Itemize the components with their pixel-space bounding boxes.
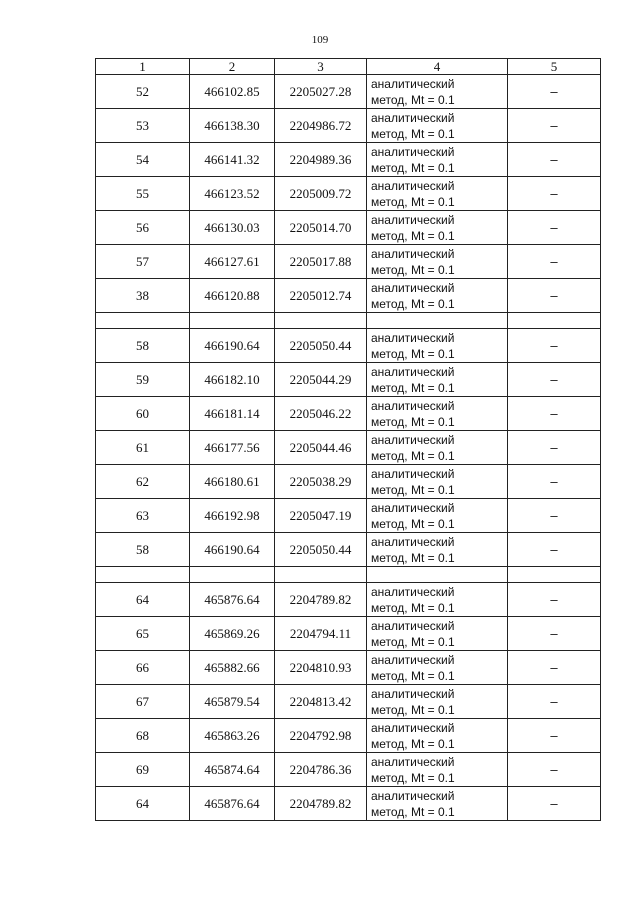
method-cell bbox=[367, 533, 508, 567]
note-cell: – bbox=[508, 363, 601, 397]
method-line-1: аналитический bbox=[371, 466, 455, 481]
point-number-cell: 56 bbox=[96, 211, 190, 245]
y-coordinate-cell: 2204989.36 bbox=[275, 143, 367, 177]
x-coordinate-cell: 465874.64 bbox=[190, 753, 275, 787]
note-cell: – bbox=[508, 617, 601, 651]
y-coordinate-cell: 2205014.70 bbox=[275, 211, 367, 245]
method-line-1: аналитический bbox=[371, 720, 455, 735]
method-line-2: метод, Mt = 0.1 bbox=[371, 160, 455, 175]
method-cell bbox=[367, 499, 508, 533]
point-number-cell: 52 bbox=[96, 75, 190, 109]
method-line-1: аналитический bbox=[371, 584, 455, 599]
y-coordinate-cell: 2205027.28 bbox=[275, 75, 367, 109]
point-number-cell: 54 bbox=[96, 143, 190, 177]
table-row bbox=[96, 245, 601, 279]
point-number-cell: 68 bbox=[96, 719, 190, 753]
method-line-1: аналитический bbox=[371, 652, 455, 667]
column-header: 3 bbox=[275, 59, 367, 75]
point-number-cell: 55 bbox=[96, 177, 190, 211]
page-number: 109 bbox=[311, 34, 329, 46]
table-row bbox=[96, 617, 601, 651]
method-line-2: метод, Mt = 0.1 bbox=[371, 414, 455, 429]
method-line-1: аналитический bbox=[371, 500, 455, 515]
table-row bbox=[96, 75, 601, 109]
x-coordinate-cell: 466120.88 bbox=[190, 279, 275, 313]
point-number-cell: 53 bbox=[96, 109, 190, 143]
method-cell bbox=[367, 245, 508, 279]
method-cell bbox=[367, 651, 508, 685]
method-cell bbox=[367, 329, 508, 363]
note-cell: – bbox=[508, 245, 601, 279]
method-line-2: метод, Mt = 0.1 bbox=[371, 262, 455, 277]
x-coordinate-cell: 466192.98 bbox=[190, 499, 275, 533]
y-coordinate-cell: 2204986.72 bbox=[275, 109, 367, 143]
x-coordinate-cell: 466102.85 bbox=[190, 75, 275, 109]
table-row bbox=[96, 753, 601, 787]
note-cell: – bbox=[508, 143, 601, 177]
method-line-2: метод, Mt = 0.1 bbox=[371, 296, 455, 311]
y-coordinate-cell: 2205046.22 bbox=[275, 397, 367, 431]
table-row bbox=[96, 211, 601, 245]
empty-cell bbox=[275, 313, 367, 329]
note-cell: – bbox=[508, 583, 601, 617]
method-line-1: аналитический bbox=[371, 398, 455, 413]
method-cell bbox=[367, 465, 508, 499]
x-coordinate-cell: 466123.52 bbox=[190, 177, 275, 211]
x-coordinate-cell: 465879.54 bbox=[190, 685, 275, 719]
point-number-cell: 65 bbox=[96, 617, 190, 651]
method-line-2: метод, Mt = 0.1 bbox=[371, 702, 455, 717]
note-cell: – bbox=[508, 753, 601, 787]
method-line-2: метод, Mt = 0.1 bbox=[371, 634, 455, 649]
point-number-cell: 66 bbox=[96, 651, 190, 685]
method-line-2: метод, Mt = 0.1 bbox=[371, 550, 455, 565]
y-coordinate-cell: 2204792.98 bbox=[275, 719, 367, 753]
table-row bbox=[96, 109, 601, 143]
note-cell: – bbox=[508, 499, 601, 533]
point-number-cell: 62 bbox=[96, 465, 190, 499]
empty-cell bbox=[275, 567, 367, 583]
method-line-1: аналитический bbox=[371, 686, 455, 701]
x-coordinate-cell: 466180.61 bbox=[190, 465, 275, 499]
x-coordinate-cell: 466190.64 bbox=[190, 533, 275, 567]
method-line-1: аналитический bbox=[371, 432, 455, 447]
column-header: 2 bbox=[190, 59, 275, 75]
y-coordinate-cell: 2204789.82 bbox=[275, 787, 367, 821]
method-line-2: метод, Mt = 0.1 bbox=[371, 92, 455, 107]
method-line-2: метод, Mt = 0.1 bbox=[371, 380, 455, 395]
method-cell bbox=[367, 143, 508, 177]
table-row bbox=[96, 651, 601, 685]
method-cell bbox=[367, 719, 508, 753]
method-line-2: метод, Mt = 0.1 bbox=[371, 482, 455, 497]
note-cell: – bbox=[508, 651, 601, 685]
y-coordinate-cell: 2205038.29 bbox=[275, 465, 367, 499]
x-coordinate-cell: 466141.32 bbox=[190, 143, 275, 177]
empty-cell bbox=[96, 567, 190, 583]
method-cell bbox=[367, 211, 508, 245]
method-line-1: аналитический bbox=[371, 754, 455, 769]
method-cell bbox=[367, 177, 508, 211]
method-cell bbox=[367, 397, 508, 431]
table-row bbox=[96, 499, 601, 533]
y-coordinate-cell: 2204786.36 bbox=[275, 753, 367, 787]
x-coordinate-cell: 465882.66 bbox=[190, 651, 275, 685]
method-cell bbox=[367, 685, 508, 719]
point-number-cell: 60 bbox=[96, 397, 190, 431]
method-line-1: аналитический bbox=[371, 364, 455, 379]
method-line-2: метод, Mt = 0.1 bbox=[371, 194, 455, 209]
point-number-cell: 58 bbox=[96, 329, 190, 363]
empty-cell bbox=[96, 313, 190, 329]
y-coordinate-cell: 2204789.82 bbox=[275, 583, 367, 617]
table-row bbox=[96, 465, 601, 499]
column-header: 1 bbox=[96, 59, 190, 75]
method-line-2: метод, Mt = 0.1 bbox=[371, 448, 455, 463]
y-coordinate-cell: 2205009.72 bbox=[275, 177, 367, 211]
column-header: 5 bbox=[508, 59, 601, 75]
point-number-cell: 64 bbox=[96, 583, 190, 617]
table-row bbox=[96, 177, 601, 211]
method-line-2: метод, Mt = 0.1 bbox=[371, 804, 455, 819]
table-row bbox=[96, 685, 601, 719]
x-coordinate-cell: 465863.26 bbox=[190, 719, 275, 753]
table-row bbox=[96, 431, 601, 465]
y-coordinate-cell: 2205044.29 bbox=[275, 363, 367, 397]
point-number-cell: 59 bbox=[96, 363, 190, 397]
table-row bbox=[96, 279, 601, 313]
x-coordinate-cell: 466190.64 bbox=[190, 329, 275, 363]
method-cell bbox=[367, 363, 508, 397]
method-line-1: аналитический bbox=[371, 534, 455, 549]
note-cell: – bbox=[508, 465, 601, 499]
x-coordinate-cell: 466181.14 bbox=[190, 397, 275, 431]
method-line-2: метод, Mt = 0.1 bbox=[371, 770, 455, 785]
note-cell: – bbox=[508, 329, 601, 363]
method-line-1: аналитический bbox=[371, 212, 455, 227]
method-line-2: метод, Mt = 0.1 bbox=[371, 736, 455, 751]
y-coordinate-cell: 2205050.44 bbox=[275, 533, 367, 567]
note-cell: – bbox=[508, 279, 601, 313]
method-line-2: метод, Mt = 0.1 bbox=[371, 346, 455, 361]
x-coordinate-cell: 466130.03 bbox=[190, 211, 275, 245]
y-coordinate-cell: 2205017.88 bbox=[275, 245, 367, 279]
note-cell: – bbox=[508, 397, 601, 431]
method-line-1: аналитический bbox=[371, 76, 455, 91]
note-cell: – bbox=[508, 787, 601, 821]
note-cell: – bbox=[508, 75, 601, 109]
coordinates-table bbox=[95, 58, 601, 821]
empty-cell bbox=[508, 567, 601, 583]
method-cell bbox=[367, 753, 508, 787]
separator-row bbox=[96, 567, 601, 583]
table-row bbox=[96, 533, 601, 567]
y-coordinate-cell: 2205044.46 bbox=[275, 431, 367, 465]
x-coordinate-cell: 465876.64 bbox=[190, 787, 275, 821]
method-line-1: аналитический bbox=[371, 246, 455, 261]
point-number-cell: 38 bbox=[96, 279, 190, 313]
table-header-row bbox=[96, 59, 601, 75]
point-number-cell: 67 bbox=[96, 685, 190, 719]
point-number-cell: 57 bbox=[96, 245, 190, 279]
note-cell: – bbox=[508, 685, 601, 719]
method-line-1: аналитический bbox=[371, 110, 455, 125]
method-line-2: метод, Mt = 0.1 bbox=[371, 126, 455, 141]
note-cell: – bbox=[508, 533, 601, 567]
point-number-cell: 64 bbox=[96, 787, 190, 821]
method-cell bbox=[367, 617, 508, 651]
table-row bbox=[96, 787, 601, 821]
method-line-1: аналитический bbox=[371, 788, 455, 803]
method-line-1: аналитический bbox=[371, 330, 455, 345]
y-coordinate-cell: 2204794.11 bbox=[275, 617, 367, 651]
empty-cell bbox=[367, 567, 508, 583]
note-cell: – bbox=[508, 211, 601, 245]
y-coordinate-cell: 2204810.93 bbox=[275, 651, 367, 685]
method-line-1: аналитический bbox=[371, 618, 455, 633]
note-cell: – bbox=[508, 431, 601, 465]
x-coordinate-cell: 465876.64 bbox=[190, 583, 275, 617]
note-cell: – bbox=[508, 177, 601, 211]
x-coordinate-cell: 466182.10 bbox=[190, 363, 275, 397]
method-line-2: метод, Mt = 0.1 bbox=[371, 600, 455, 615]
method-line-1: аналитический bbox=[371, 280, 455, 295]
method-cell bbox=[367, 109, 508, 143]
table-row bbox=[96, 719, 601, 753]
method-line-1: аналитический bbox=[371, 178, 455, 193]
method-cell bbox=[367, 75, 508, 109]
point-number-cell: 58 bbox=[96, 533, 190, 567]
empty-cell bbox=[508, 313, 601, 329]
separator-row bbox=[96, 313, 601, 329]
empty-cell bbox=[367, 313, 508, 329]
method-line-2: метод, Mt = 0.1 bbox=[371, 668, 455, 683]
method-line-1: аналитический bbox=[371, 144, 455, 159]
column-header: 4 bbox=[367, 59, 508, 75]
note-cell: – bbox=[508, 719, 601, 753]
y-coordinate-cell: 2204813.42 bbox=[275, 685, 367, 719]
method-line-2: метод, Mt = 0.1 bbox=[371, 228, 455, 243]
point-number-cell: 63 bbox=[96, 499, 190, 533]
y-coordinate-cell: 2205050.44 bbox=[275, 329, 367, 363]
table-row bbox=[96, 143, 601, 177]
method-cell bbox=[367, 583, 508, 617]
y-coordinate-cell: 2205047.19 bbox=[275, 499, 367, 533]
point-number-cell: 69 bbox=[96, 753, 190, 787]
x-coordinate-cell: 466127.61 bbox=[190, 245, 275, 279]
table-row bbox=[96, 397, 601, 431]
x-coordinate-cell: 466138.30 bbox=[190, 109, 275, 143]
method-cell bbox=[367, 431, 508, 465]
method-cell bbox=[367, 787, 508, 821]
table-row bbox=[96, 329, 601, 363]
method-line-2: метод, Mt = 0.1 bbox=[371, 516, 455, 531]
y-coordinate-cell: 2205012.74 bbox=[275, 279, 367, 313]
empty-cell bbox=[190, 567, 275, 583]
method-cell bbox=[367, 279, 508, 313]
note-cell: – bbox=[508, 109, 601, 143]
point-number-cell: 61 bbox=[96, 431, 190, 465]
table-row bbox=[96, 363, 601, 397]
x-coordinate-cell: 465869.26 bbox=[190, 617, 275, 651]
empty-cell bbox=[190, 313, 275, 329]
table-row bbox=[96, 583, 601, 617]
x-coordinate-cell: 466177.56 bbox=[190, 431, 275, 465]
